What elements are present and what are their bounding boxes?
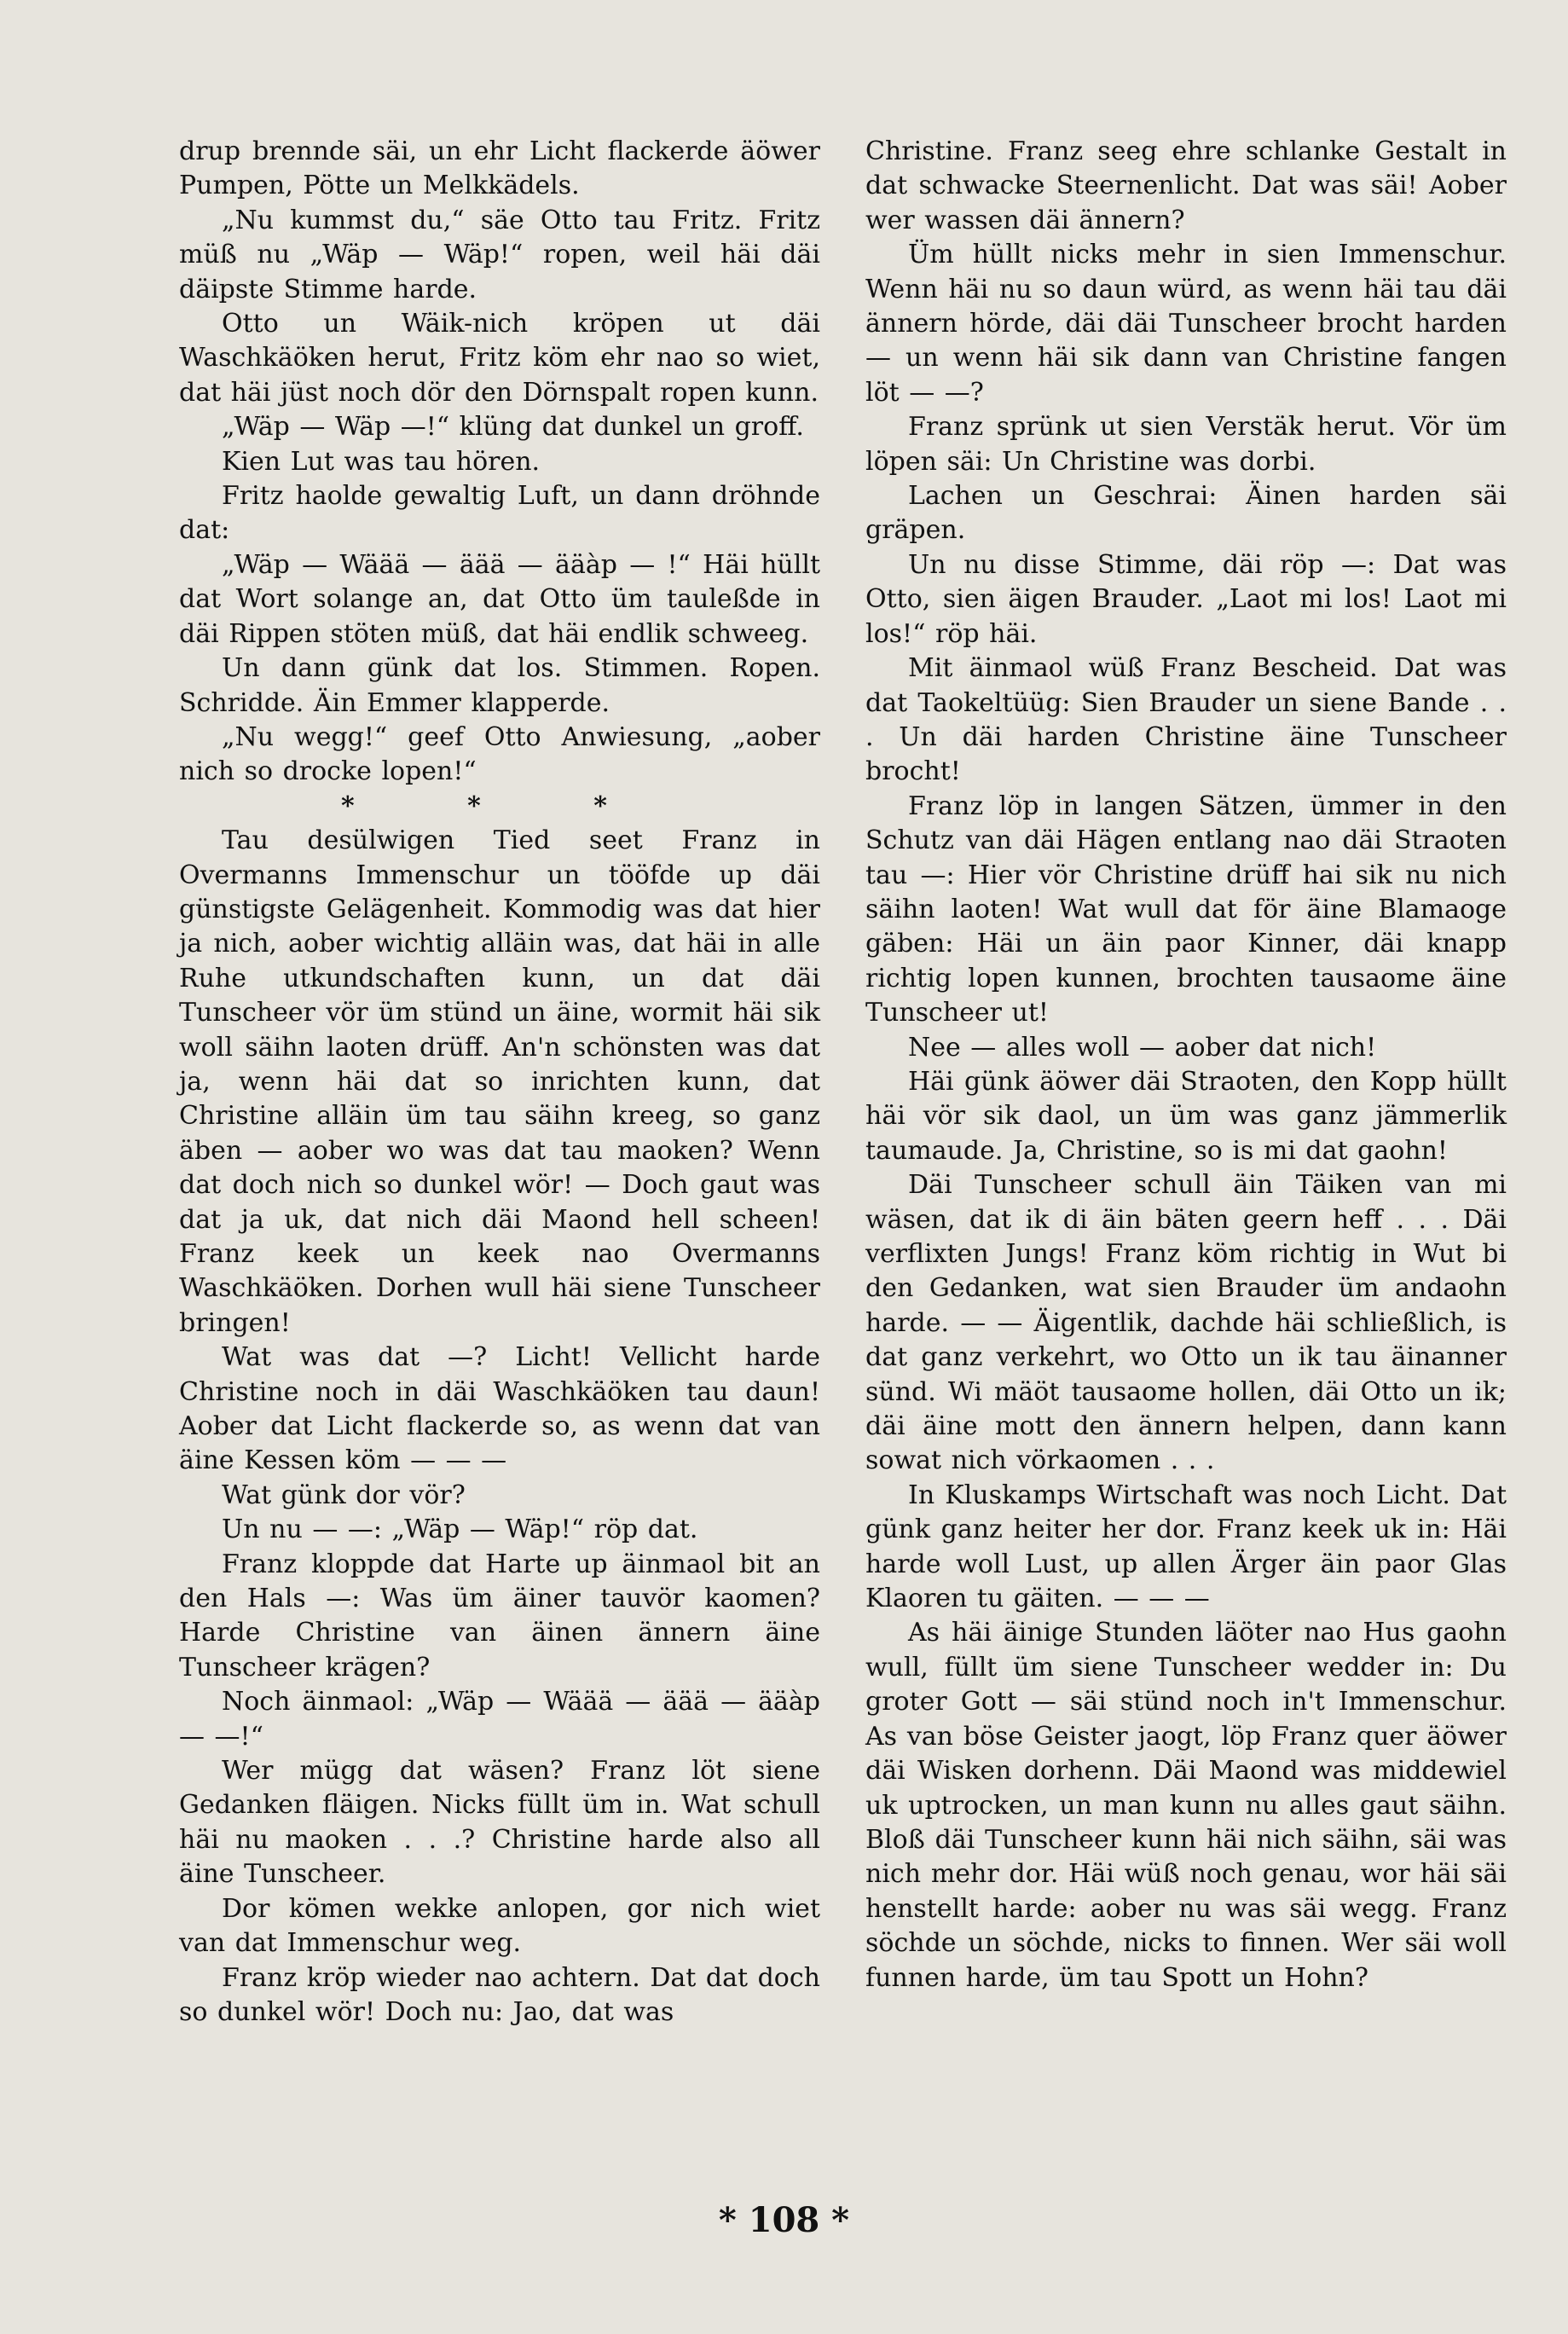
paragraph: Wer mügg dat wäsen? Franz löt siene Gedanken fläigen. Nicks füllt üm in. Wat schull häi nu maoken . . .? Christine harde also all äine Tunscheer. bbox=[179, 1756, 820, 1890]
paragraph: drup brennde säi, un ehr Licht flackerde äöwer Pumpen, Pötte un Melkkädels. bbox=[179, 136, 820, 201]
paragraph: As häi äinige Stunden läöter nao Hus gaohn wull, füllt üm siene Tunscheer wedder in: Du groter Gott — säi stünd noch in't Immenschur. As van böse Geister jaogt, löp Franz quer äöwer däi Wisken dorhenn. Däi Maond was middewiel uk uptrocken, un man kunn nu alles gaut säihn. Bloß däi Tunscheer kunn häi nich säihn, säi was nich mehr dor. Häi wüß noch genau, wor häi säi henstellt harde: aober nu was säi wegg. Franz söchde un söchde, nicks to finnen. Wer säi woll funnen harde, üm tau Spott un Hohn? bbox=[865, 1618, 1507, 1993]
paragraph: Tau desülwigen Tied seet Franz in Overmanns Immenschur un tööfde up däi günstigste Gelägenheit. Kommodig was dat hier ja nich, aober wichtig alläin was, dat häi in alle Ruhe utkundschaften kunn, un dat däi Tunscheer vör üm stünd un äine, wormit häi sik woll säihn laoten drüff. An'n schönsten was dat ja, wenn häi dat so inrichten kunn, dat Christine alläin üm tau säihn kreeg, so ganz äben — aober wo was dat tau maoken? Wenn dat doch nich so dunkel wör! — Doch gaut was dat ja uk, dat nich däi Maond hell scheen! Franz keek un keek nao Overmanns Waschkäöken. Dorhen wull häi siene Tunscheer bringen! bbox=[179, 825, 820, 1338]
page-number: * 108 * bbox=[718, 2200, 850, 2240]
paragraph: Un nu disse Stimme, däi röp —: Dat was Otto, sien äigen Brauder. „Laot mi los! Laot mi los!“ röp häi. bbox=[865, 549, 1507, 649]
paragraph: Mit äinmaol wüß Franz Bescheid. Dat was dat Taokeltüüg: Sien Brauder un siene Bande . . . Un däi harden Christine äine Tunscheer brocht! bbox=[865, 653, 1507, 787]
paragraph: Un nu — —: „Wäp — Wäp!“ röp dat. bbox=[222, 1514, 698, 1545]
paragraph: Dor kömen wekke anlopen, gor nich wiet van dat Immenschur weg. bbox=[179, 1893, 820, 1959]
section-break: * * * bbox=[341, 791, 658, 821]
paragraph: Un dann günk dat los. Stimmen. Ropen. Schridde. Äin Emmer klapperde. bbox=[179, 653, 820, 718]
paragraph: Christine. Franz seeg ehre schlanke Gestalt in dat schwacke Steernenlicht. Dat was säi! Aober wer wassen däi ännern? bbox=[865, 136, 1507, 235]
paragraph: „Nu kummst du,“ säe Otto tau Fritz. Fritz müß nu „Wäp — Wäp!“ ropen, weil häi däi däipste Stimme harde. bbox=[179, 205, 820, 304]
paragraph: Franz kloppde dat Harte up äinmaol bit an den Hals —: Was üm äiner tauvör kaomen? Harde Christine van äinen ännern äine Tunscheer krägen? bbox=[179, 1549, 820, 1682]
paragraph: Üm hüllt nicks mehr in sien Immenschur. Wenn häi nu so daun würd, as wenn häi tau däi ännern hörde, däi däi Tunscheer brocht harden — un wenn häi sik dann van Christine fangen löt — —? bbox=[865, 240, 1507, 408]
paragraph: Nee — alles woll — aober dat nich! bbox=[908, 1032, 1377, 1063]
left-column bbox=[179, 135, 820, 2030]
paragraph: Däi Tunscheer schull äin Täiken van mi wäsen, dat ik di äin bäten geern heff . . . Däi verflixten Jungs! Franz köm richtig in Wut bi den Gedanken, wat sien Brauder üm andaohn harde. — — Äigentlik, dachde häi schließlich, is dat ganz verkehrt, wo Otto un ik tau äinanner sünd. Wi mäöt tausaome hollen, däi Otto un ik; däi äine mott den ännern helpen, dann kann sowat nich vörkaomen . . . bbox=[865, 1170, 1507, 1476]
paragraph: „Nu wegg!“ geef Otto Anwiesung, „aober nich so drocke lopen!“ bbox=[179, 721, 820, 787]
paragraph: Lachen un Geschrai: Äinen harden säi gräpen. bbox=[865, 481, 1507, 546]
paragraph: Franz löp in langen Sätzen, ümmer in den Schutz van däi Hägen entlang nao däi Straoten tau —: Hier vör Christine drüff hai sik nu nich säihn laoten! Wat wull dat för äine Blamaoge gäben: Häi un äin paor Kinner, däi knapp richtig lopen kunnen, brochten tausaome äine Tunscheer ut! bbox=[865, 791, 1507, 1028]
paragraph: Wat was dat —? Licht! Vellicht harde Christine noch in däi Waschkäöken tau daun! Aober dat Licht flackerde so, as wenn dat van äine Kessen köm — — — bbox=[179, 1342, 820, 1476]
paragraph: Franz kröp wieder nao achtern. Dat dat doch so dunkel wör! Doch nu: Jao, dat was bbox=[179, 1962, 820, 2027]
paragraph: Wat günk dor vör? bbox=[222, 1480, 466, 1510]
paragraph: Häi günk äöwer däi Straoten, den Kopp hüllt häi vör sik daol, un üm was ganz jämmerlik taumaude. Ja, Christine, so is mi dat gaohn! bbox=[865, 1066, 1507, 1166]
paragraph: Kien Lut was tau hören. bbox=[222, 446, 541, 477]
paragraph: Franz sprünk ut sien Verstäk herut. Vör üm löpen säi: Un Christine was dorbi. bbox=[865, 412, 1507, 477]
paragraph: Otto un Wäik-nich kröpen ut däi Waschkäöken herut, Fritz köm ehr nao so wiet, dat häi jüst noch dör den Dörnspalt ropen kunn. bbox=[179, 309, 820, 408]
paragraph: Fritz haolde gewaltig Luft, un dann dröhnde dat: bbox=[179, 481, 820, 546]
paragraph: In Kluskamps Wirtschaft was noch Licht. Dat günk ganz heiter her dor. Franz keek uk in: Häi harde woll Lust, up allen Ärger äin paor Glas Klaoren tu gäiten. — — — bbox=[865, 1480, 1507, 1614]
paragraph: „Wäp — Wäää — äää — ääàp — !“ Häi hüllt dat Wort solange an, dat Otto üm tauleßde in däi Rippen stöten müß, dat häi endlik schweeg. bbox=[179, 549, 820, 649]
right-column bbox=[865, 135, 1507, 1995]
paragraph: Noch äinmaol: „Wäp — Wäää — äää — ääàp — —!“ bbox=[179, 1687, 820, 1752]
paragraph: „Wäp — Wäp —!“ klüng dat dunkel un groff. bbox=[222, 412, 804, 443]
